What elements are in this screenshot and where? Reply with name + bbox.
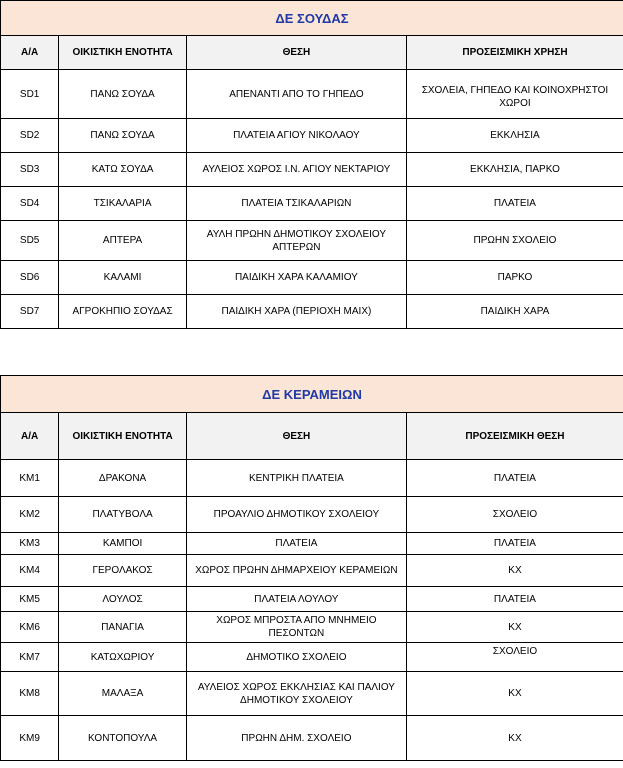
cell-use: ΠΛΑΤΕΙΑ: [406, 187, 623, 221]
table-row: [1, 587, 623, 612]
cell-settlement: ΛΟΥΛΟΣ: [59, 587, 187, 612]
table-row: [1, 533, 623, 555]
cell-location: ΧΩΡΟΣ ΠΡΩΗΝ ΔΗΜΑΡΧΕΙΟΥ ΚΕΡΑΜΕΙΩΝ: [186, 555, 406, 587]
cell-settlement: ΑΠΤΕΡΑ: [59, 221, 187, 261]
column-header-location: ΘΕΣΗ: [186, 413, 406, 460]
cell-location: ΠΡΟΑΥΛΙΟ ΔΗΜΟΤΙΚΟΥ ΣΧΟΛΕΙΟΥ: [186, 497, 406, 533]
cell-settlement: ΔΡΑΚΟΝΑ: [59, 460, 187, 497]
cell-settlement: ΠΑΝΑΓΙΑ: [59, 612, 187, 643]
cell-id: ΚΜ7: [1, 643, 59, 672]
table-row: [1, 497, 623, 533]
table-row: [1, 716, 623, 761]
cell-id: SD4: [1, 187, 59, 221]
column-header-use: ΠΡΟΣΕΙΣΜΙΚΗ ΧΡΗΣΗ: [406, 36, 623, 70]
cell-location: ΑΥΛΗ ΠΡΩΗΝ ΔΗΜΟΤΙΚΟΥ ΣΧΟΛΕΙΟΥ ΑΠΤΕΡΩΝ: [186, 221, 406, 261]
table-title: ΔΕ ΣΟΥΔΑΣ: [1, 1, 623, 36]
cell-settlement: ΠΛΑΤΥΒΟΛΑ: [59, 497, 187, 533]
cell-location: ΔΗΜΟΤΙΚΟ ΣΧΟΛΕΙΟ: [186, 643, 406, 672]
table-row: [1, 460, 623, 497]
table-title: ΔΕ ΚΕΡΑΜΕΙΩΝ: [1, 376, 623, 413]
cell-settlement: ΚΑΜΠΟΙ: [59, 533, 187, 555]
cell-settlement: ΑΓΡΟΚΗΠΙΟ ΣΟΥΔΑΣ: [59, 295, 187, 329]
column-header-settlement: ΟΙΚΙΣΤΙΚΗ ΕΝΟΤΗΤΑ: [59, 36, 187, 70]
table-row: [1, 153, 623, 187]
soudas-table: [0, 0, 623, 329]
cell-id: ΚΜ4: [1, 555, 59, 587]
cell-position: ΣΧΟΛΕΙΟ: [406, 643, 623, 672]
column-header-position: ΠΡΟΣΕΙΣΜΙΚΗ ΘΕΣΗ: [406, 413, 623, 460]
cell-use: ΠΑΙΔΙΚΗ ΧΑΡΑ: [406, 295, 623, 329]
cell-id: SD6: [1, 261, 59, 295]
cell-position: ΚΧ: [406, 555, 623, 587]
table-row: [1, 119, 623, 153]
cell-settlement: ΚΑΤΩ ΣΟΥΔΑ: [59, 153, 187, 187]
table-row: [1, 612, 623, 643]
cell-settlement: ΤΣΙΚΑΛΑΡΙΑ: [59, 187, 187, 221]
cell-id: ΚΜ6: [1, 612, 59, 643]
cell-location: ΠΛΑΤΕΙΑ ΤΣΙΚΑΛΑΡΙΩΝ: [186, 187, 406, 221]
cell-location: ΠΑΙΔΙΚΗ ΧΑΡΑ ΚΑΛΑΜΙΟΥ: [186, 261, 406, 295]
cell-position: ΚΧ: [406, 612, 623, 643]
cell-position: ΚΧ: [406, 672, 623, 716]
table-row: [1, 672, 623, 716]
cell-settlement: ΚΟΝΤΟΠΟΥΛΑ: [59, 716, 187, 761]
cell-position: ΠΛΑΤΕΙΑ: [406, 587, 623, 612]
cell-id: SD1: [1, 70, 59, 119]
cell-location: ΑΥΛΕΙΟΣ ΧΩΡΟΣ Ι.Ν. ΑΓΙΟΥ ΝΕΚΤΑΡΙΟΥ: [186, 153, 406, 187]
cell-location: ΠΑΙΔΙΚΗ ΧΑΡΑ (ΠΕΡΙΟΧΗ ΜΑΙΧ): [186, 295, 406, 329]
cell-id: ΚΜ3: [1, 533, 59, 555]
column-header-id: Α/Α: [1, 36, 59, 70]
cell-settlement: ΓΕΡΟΛΑΚΟΣ: [59, 555, 187, 587]
cell-location: ΑΠΕΝΑΝΤΙ ΑΠΟ ΤΟ ΓΗΠΕΔΟ: [186, 70, 406, 119]
table-row: [1, 295, 623, 329]
cell-id: SD7: [1, 295, 59, 329]
column-header-settlement: ΟΙΚΙΣΤΙΚΗ ΕΝΟΤΗΤΑ: [59, 413, 187, 460]
table-row: [1, 555, 623, 587]
cell-position: ΠΛΑΤΕΙΑ: [406, 460, 623, 497]
cell-settlement: ΚΑΤΩΧΩΡΙΟΥ: [59, 643, 187, 672]
column-header-location: ΘΕΣΗ: [186, 36, 406, 70]
cell-position: ΚΧ: [406, 716, 623, 761]
cell-id: SD5: [1, 221, 59, 261]
table-row: [1, 643, 623, 672]
cell-id: SD3: [1, 153, 59, 187]
cell-use: ΠΡΩΗΝ ΣΧΟΛΕΙΟ: [406, 221, 623, 261]
cell-location: ΑΥΛΕΙΟΣ ΧΩΡΟΣ ΕΚΚΛΗΣΙΑΣ ΚΑΙ ΠΑΛΙΟΥ ΔΗΜΟΤΙΚΟΥ ΣΧΟΛΕΙΟΥ: [186, 672, 406, 716]
kerameion-table: [0, 375, 623, 761]
cell-id: ΚΜ9: [1, 716, 59, 761]
cell-settlement: ΠΑΝΩ ΣΟΥΔΑ: [59, 70, 187, 119]
cell-position: ΠΛΑΤΕΙΑ: [406, 533, 623, 555]
cell-location: ΠΡΩΗΝ ΔΗΜ. ΣΧΟΛΕΙΟ: [186, 716, 406, 761]
cell-id: SD2: [1, 119, 59, 153]
cell-id: ΚΜ2: [1, 497, 59, 533]
cell-location: ΠΛΑΤΕΙΑ: [186, 533, 406, 555]
cell-id: ΚΜ8: [1, 672, 59, 716]
cell-settlement: ΠΑΝΩ ΣΟΥΔΑ: [59, 119, 187, 153]
cell-use: ΠΑΡΚΟ: [406, 261, 623, 295]
cell-use: ΣΧΟΛΕΙΑ, ΓΗΠΕΔΟ ΚΑΙ ΚΟΙΝΟΧΡΗΣΤΟΙ ΧΩΡΟΙ: [406, 70, 623, 119]
cell-position: ΣΧΟΛΕΙΟ: [406, 497, 623, 533]
cell-settlement: ΜΑΛΑΞΑ: [59, 672, 187, 716]
column-header-id: Α/Α: [1, 413, 59, 460]
cell-location: ΠΛΑΤΕΙΑ ΛΟΥΛΟΥ: [186, 587, 406, 612]
table-row: [1, 70, 623, 119]
cell-location: ΠΛΑΤΕΙΑ ΑΓΙΟΥ ΝΙΚΟΛΑΟΥ: [186, 119, 406, 153]
cell-use: ΕΚΚΛΗΣΙΑ, ΠΑΡΚΟ: [406, 153, 623, 187]
cell-id: ΚΜ5: [1, 587, 59, 612]
cell-location: ΚΕΝΤΡΙΚΗ ΠΛΑΤΕΙΑ: [186, 460, 406, 497]
table-row: [1, 261, 623, 295]
table-row: [1, 187, 623, 221]
cell-location: ΧΩΡΟΣ ΜΠΡΟΣΤΑ ΑΠΟ ΜΝΗΜΕΙΟ ΠΕΣΟΝΤΩΝ: [186, 612, 406, 643]
cell-use: ΕΚΚΛΗΣΙΑ: [406, 119, 623, 153]
cell-settlement: ΚΑΛΑΜΙ: [59, 261, 187, 295]
table-row: [1, 221, 623, 261]
cell-id: ΚΜ1: [1, 460, 59, 497]
